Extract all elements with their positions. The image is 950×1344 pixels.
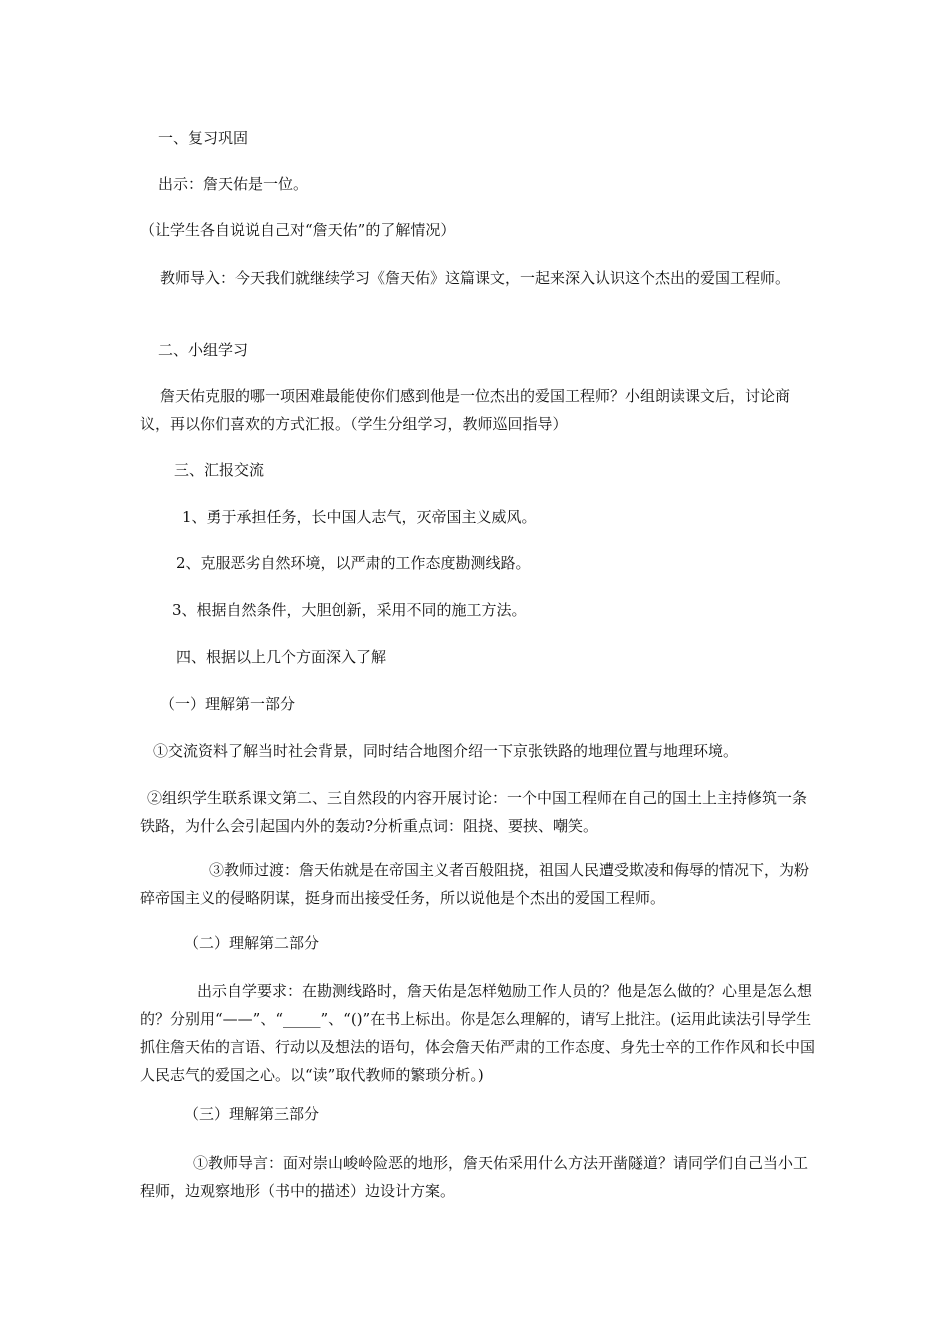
list-item-2: 2、克服恶劣自然环境，以严肃的工作态度勘测线路。 [176,554,531,572]
heading-group-study: 二、小组学习 [158,341,249,359]
heading-part-two: （二）理解第二部分 [184,934,320,952]
paragraph-group-task: 詹天佑克服的哪一项困难最能使你们感到他是一位杰出的爱国工程师？小组朗读课文后，讨论商议，再以你们喜欢的方式汇报。（学生分组学习，教师巡回指导） [140,387,791,433]
paragraph-part-two: 出示自学要求：在勘测线路时，詹天佑是怎样勉励工作人员的？他是怎么做的？心里是怎么想的？分别用“——”、“_____”、“()”在书上标出。你是怎么理解的，请写上批注。(运用此读法引导学生抓住詹天佑的言语、行动以及想法的语句，体会詹天佑严肃的工作态度、身先士卒的工作作风和长中国人民志气的爱国之心。以“读”取代教师的繁琐分析。) [140,982,816,1084]
heading-review: 一、复习巩固 [158,129,249,147]
heading-part-one: （一）理解第一部分 [160,695,296,713]
list-item-3: 3、根据自然条件，大胆创新，采用不同的施工方法。 [172,601,527,619]
paragraph-part-one-2: ②组织学生联系课文第二、三自然段的内容开展讨论：一个中国工程师在自己的国土上主持修筑一条铁路，为什么会引起国内外的轰动?分析重点词：阻挠、要挟、嘲笑。 [140,789,808,835]
paragraph-part-one-1: ①交流资料了解当时社会背景，同时结合地图介绍一下京张铁路的地理位置与地理环境。 [153,742,739,760]
heading-part-three: （三）理解第三部分 [184,1105,320,1123]
paragraph-show: 出示：詹天佑是一位。 [158,175,309,193]
paragraph-part-one-3: ③教师过渡：詹天佑就是在帝国主义者百般阻挠，祖国人民遭受欺凌和侮辱的情况下，为粉碎帝国主义的侵略阴谋，挺身而出接受任务，所以说他是个杰出的爱国工程师。 [140,861,810,907]
list-item-1: 1、勇于承担任务，长中国人志气，灭帝国主义威风。 [182,508,537,526]
paragraph-intro: 教师导入：今天我们就继续学习《詹天佑》这篇课文，一起来深入认识这个杰出的爱国工程师。 [160,269,791,287]
heading-report: 三、汇报交流 [174,461,265,479]
paragraph-part-three: ①教师导言：面对崇山峻岭险恶的地形，詹天佑采用什么方法开凿隧道？请同学们自己当小工程师，边观察地形（书中的描述）边设计方案。 [140,1154,809,1200]
heading-deep-understanding: 四、根据以上几个方面深入了解 [176,648,387,666]
paragraph-note: （让学生各自说说自己对“詹天佑”的了解情况） [140,221,456,239]
